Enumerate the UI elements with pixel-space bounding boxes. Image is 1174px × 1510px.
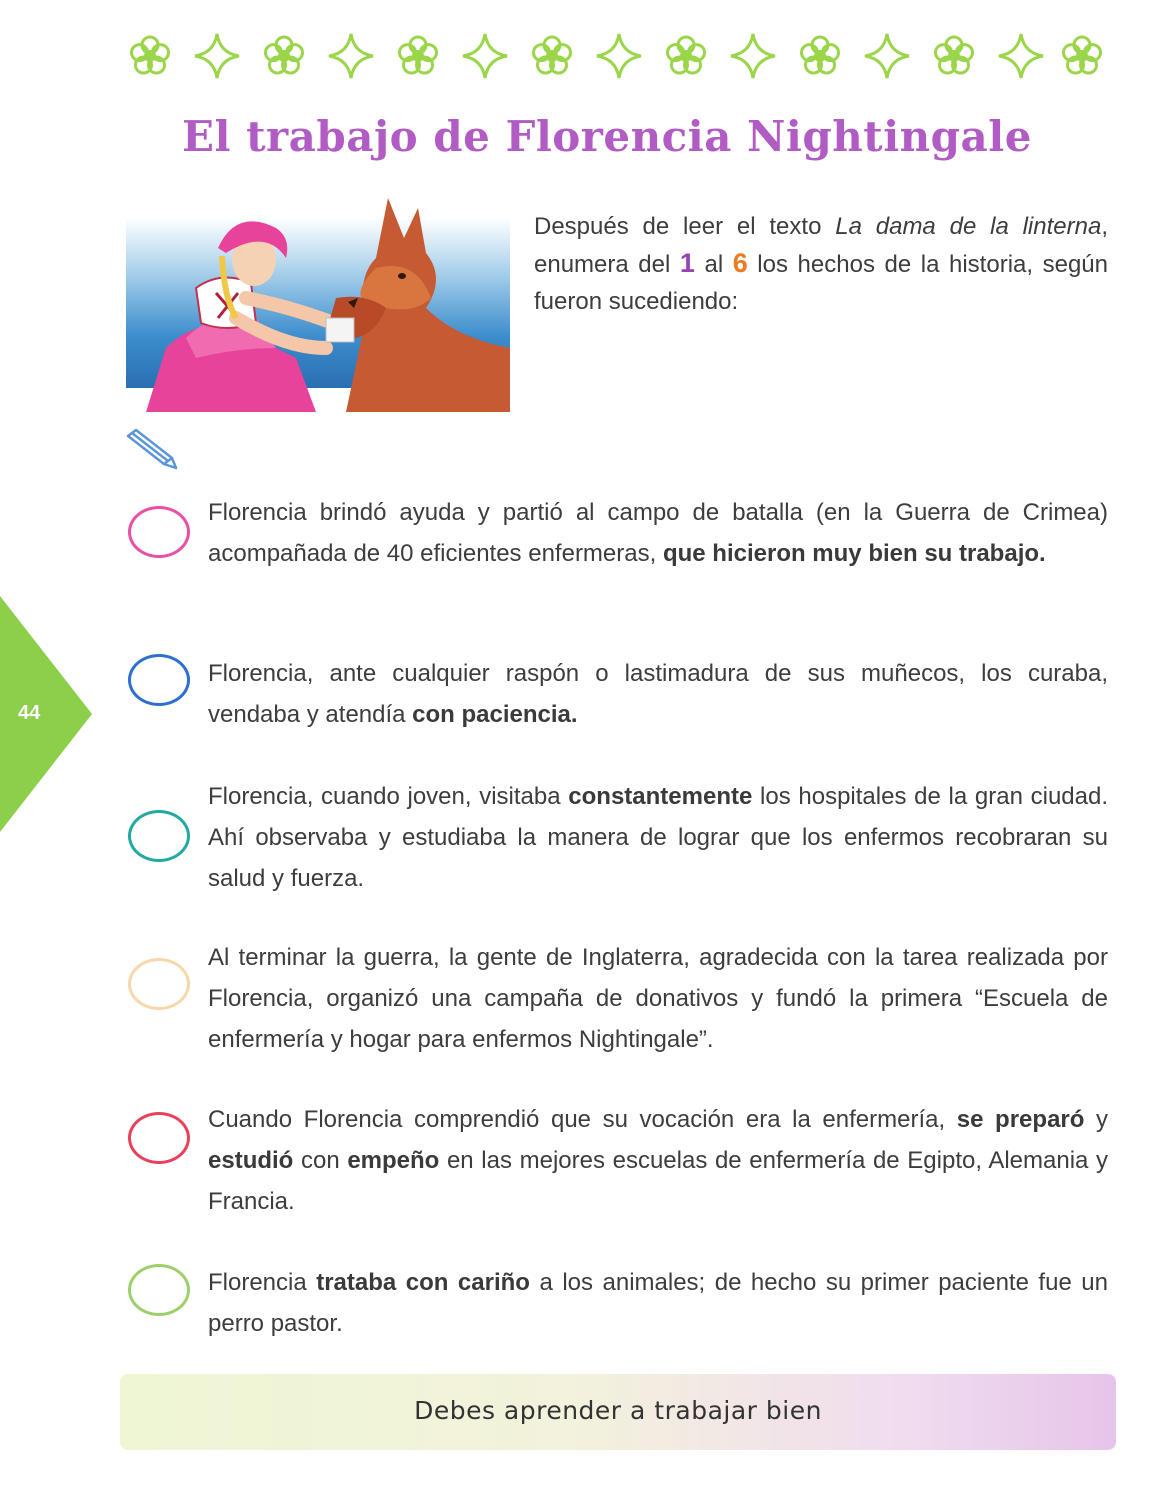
flower-icon <box>936 37 973 73</box>
pencil-icon <box>124 428 184 470</box>
story-event-4: Al terminar la guerra, la gente de Inglaterra, agradecida con la tarea realizada por Florencia, organizó una campaña de donativos y fundó la primera “Escuela de enfermería y hogar para enfermos Nightingale”. <box>208 944 1108 1053</box>
star-icon <box>329 34 373 78</box>
page-title: El trabajo de Florencia Nightingale <box>182 112 1032 161</box>
order-circle-2[interactable] <box>128 654 190 706</box>
story-event-5: Cuando Florencia comprendió que su vocación era la enfermería, se preparó y estudió con empeño en las mejores escuelas de enfermería de Egipto, Alemania y Francia. <box>208 1106 1109 1215</box>
star-icon <box>999 34 1043 78</box>
footer-message: Debes aprender a trabajar bien <box>414 1396 822 1425</box>
story-event-6: Florencia trataba con cariño a los animales; de hecho su primer paciente fue un perro pastor. <box>208 1269 1108 1337</box>
order-circle-4[interactable] <box>128 958 190 1010</box>
flower-icon <box>668 37 705 73</box>
flower-icon <box>132 37 169 73</box>
star-icon <box>597 34 641 78</box>
nurse-bandaging-dog-illustration <box>126 198 510 412</box>
story-event-3: Florencia, cuando joven, visitaba constantemente los hospitales de la gran ciudad. Ahí observaba y estudiaba la manera de lograr que los enfermos recobraran su salud y fuerza. <box>208 783 1108 892</box>
flower-icon <box>1064 37 1101 73</box>
order-circle-5[interactable] <box>128 1112 190 1164</box>
order-circle-3[interactable] <box>128 810 190 862</box>
star-icon <box>463 34 507 78</box>
story-event-2: Florencia, ante cualquier raspón o lastimadura de sus muñecos, los curaba, vendaba y atendía con paciencia. <box>208 660 1108 728</box>
star-icon <box>195 34 239 78</box>
book-title: La dama de la linterna <box>835 213 1102 240</box>
flower-icon <box>802 37 839 73</box>
order-circle-6[interactable] <box>128 1264 190 1316</box>
order-circle-1[interactable] <box>128 506 190 558</box>
flower-icon <box>534 37 571 73</box>
number-end: 6 <box>732 248 748 278</box>
number-start: 1 <box>679 248 695 278</box>
star-icon <box>731 34 775 78</box>
flower-star-border <box>120 30 1110 82</box>
instruction-text: Después de leer el texto La dama de la linterna, enumera del 1 al 6 los hechos de la historia, según fueron sucediendo: <box>534 213 1108 315</box>
story-event-1: Florencia brindó ayuda y partió al campo de batalla (en la Guerra de Crimea) acompañada de 40 eficientes enfermeras, que hicieron muy bien su trabajo. <box>208 499 1108 567</box>
flower-icon <box>400 37 437 73</box>
page-number: 44 <box>18 702 41 724</box>
flower-icon <box>266 37 303 73</box>
star-icon <box>865 34 909 78</box>
